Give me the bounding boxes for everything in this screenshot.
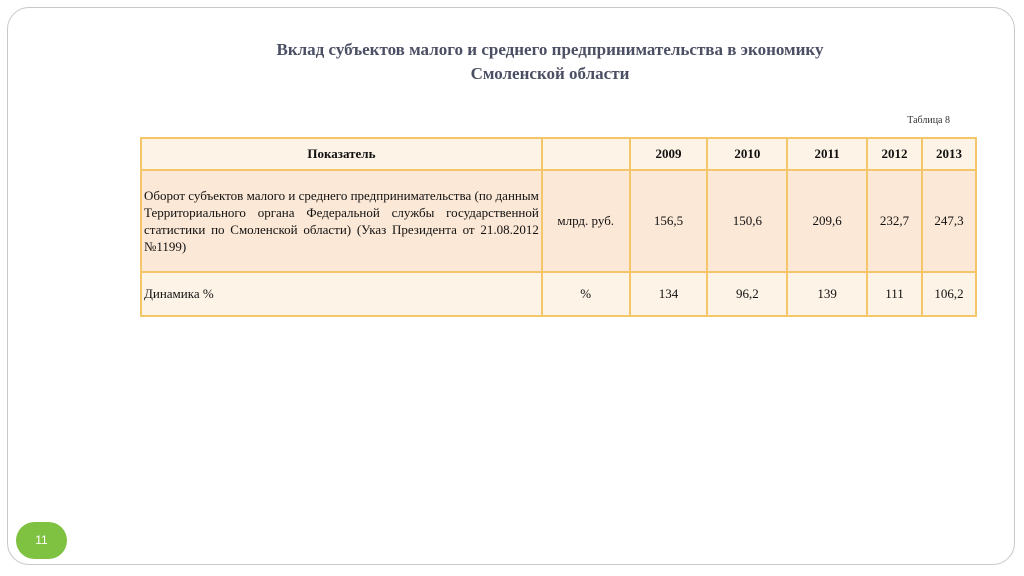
row-value: 139 <box>787 272 867 316</box>
row-value: 150,6 <box>707 170 787 272</box>
table-header-row <box>141 138 976 170</box>
header-year-2012: 2012 <box>867 138 922 170</box>
row-value: 111 <box>867 272 922 316</box>
header-year-2009: 2009 <box>630 138 708 170</box>
row-value: 96,2 <box>707 272 787 316</box>
row-indicator: Динамика % <box>141 272 542 316</box>
header-year-2010: 2010 <box>707 138 787 170</box>
row-unit: млрд. руб. <box>542 170 630 272</box>
row-indicator: Оборот субъектов малого и среднего предпринимательства (по данным Территориального органа Федеральной службы государственной статистики по Смоленской области) (Указ Президента от 21.08.2012 №1199) <box>141 170 542 272</box>
data-table <box>140 137 977 317</box>
row-value: 106,2 <box>922 272 976 316</box>
row-unit: % <box>542 272 630 316</box>
slide-title-line-1: Вклад субъектов малого и среднего предпринимательства в экономику <box>276 40 824 59</box>
row-value: 134 <box>630 272 708 316</box>
header-indicator: Показатель <box>141 138 542 170</box>
table-row-dynamics <box>141 272 976 316</box>
slide-title-line-2: Смоленской области <box>470 64 630 83</box>
row-value: 247,3 <box>922 170 976 272</box>
header-unit <box>542 138 630 170</box>
slide-title <box>140 38 960 86</box>
row-value: 209,6 <box>787 170 867 272</box>
header-year-2011: 2011 <box>787 138 867 170</box>
header-year-2013: 2013 <box>922 138 976 170</box>
row-value: 156,5 <box>630 170 708 272</box>
table-caption: Таблица 8 <box>907 115 950 126</box>
page-number-badge: 11 <box>16 522 67 559</box>
row-value: 232,7 <box>867 170 922 272</box>
table-row-turnover <box>141 170 976 272</box>
